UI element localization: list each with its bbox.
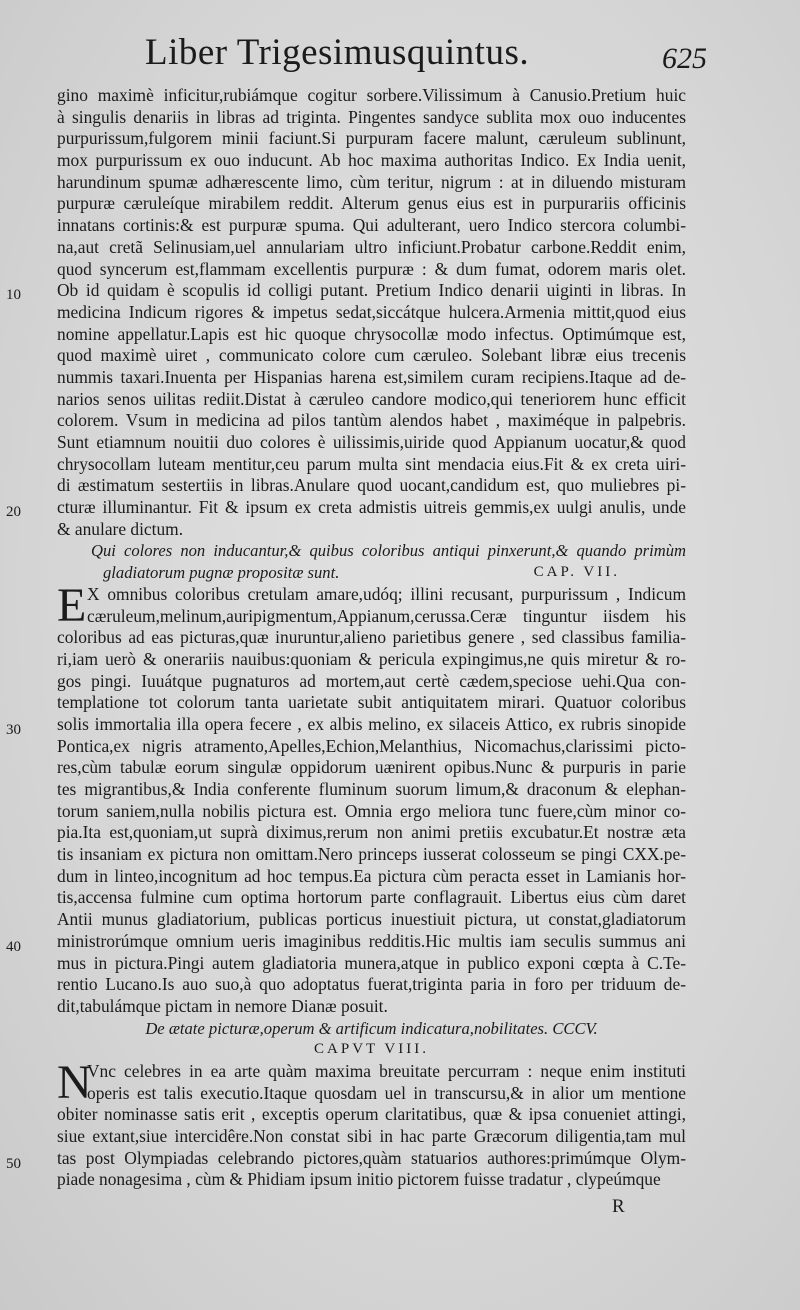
margin-line-number: 30: [6, 722, 21, 738]
text-line: Pontica,ex nigris atramento,Apelles,Echion,Melanthius, Nicomachus,clarissimi picto-: [57, 735, 686, 756]
margin-line-number: 20: [6, 504, 21, 520]
chapter-8-heading: De ætate picturæ,operum & artificum indicatura,nobilitates. CCCV.: [145, 1018, 598, 1038]
catchword: R: [612, 1196, 625, 1217]
chapter-8-label: CAPVT VIII.: [314, 1041, 429, 1058]
body-text: [57, 85, 686, 1191]
text-line: nomine appellatur.Lapis est hic quoque chrysocollæ modo infectus. Optimúmque est,: [57, 323, 686, 344]
text-line: rentio Lucano.Is auo suo,à quo adoptatus fuerat,triginta paria in foro per triduum de-: [57, 974, 686, 995]
text-line: cturæ illuminantur. Fit & ipsum ex creta admistis uitreis gemmis,ex uulgi anulis, unde: [57, 497, 686, 518]
text-line: torum saniem,nulla nobilis pictura est. Omnia ergo meliora tunc fuere,cùm minor co-: [57, 800, 686, 821]
text-line: medicina Indicum rigores & impetus sedat,siccátque hulcera.Armenia mittit,quod eius: [57, 301, 686, 322]
text-line: templatione tot colorum tanta uarietate subit antiquitatem mirari. Quatuor coloribus: [57, 692, 686, 713]
text-line: siue extant,siue intercidêre.Non constat sibi in hac parte Græcorum diligentia,tam mul: [57, 1126, 686, 1146]
text-line: ri,iam uerò & onerariis nauibus:quoniam & pericula expingimus,ne quis miretur & ro-: [57, 648, 686, 669]
text-line: Ob id quidam è scopulis id colligi putant. Pretium Indico denarii uiginti in libras. In: [57, 280, 686, 301]
margin-line-number: 10: [6, 287, 21, 303]
chapter-7-body: [57, 578, 686, 1018]
text-line: res,cùm tabulæ eorum singulæ oppidorum uænirent opibus.Nunc & purpuris in parie: [57, 757, 686, 778]
text-line: dum in linteo,incognitum ad hoc tempus.Ea pictura cùm peracta esset in Lamianis hor-: [57, 865, 686, 886]
text-line: pia.Ita est,quoniam,ut suprà diximus,rerum non animi pretiis excubatur.Et nostræ æta: [57, 822, 686, 843]
text-line: mus in pictura.Pingi autem gladiatoria munera,atque in publico exponi cœpta à C.Te-: [57, 952, 686, 973]
text-line: à singulis denariis in libras ad triginta. Pingentes sandyce sublita mox ouo inducentes: [57, 106, 686, 127]
chapter-8-body: [57, 1055, 686, 1191]
text-line: mox purpurissum ex ouo inducunt. Ab hoc maxima authoritas Indico. Ex India uenit,: [57, 150, 686, 171]
text-line: colorem. Vsum in medicina ad pilos tantùm alendos habet , maximéque in palpebris.: [57, 410, 686, 431]
text-line: purpurissum,fulgorem minii faciunt.Si purpuram facere malunt, cæruleum sublinunt,: [57, 128, 686, 149]
paragraph-continued: [57, 85, 686, 540]
text-line: gino maximè inficitur,rubiámque cogitur sorbere.Vilissimum à Canusio.Pretium huic: [57, 85, 686, 105]
text-line: quod maximè uiret , communicato colore cum cæruleo. Solebant libræ eius trecenis: [57, 345, 686, 366]
text-line: Sunt etiamnum nouitii duo colores è uilissimis,uiride quod Appianum uocatur,& quod: [57, 432, 686, 452]
text-line: coloribus ad eas picturas,quæ inuruntur,alieno parietibus genere , sed classibus familia-: [57, 627, 686, 648]
text-line: Antii munus gladiatorium, publicas porticus inuestiuit pictura, ut constat,gladiatorum: [57, 909, 686, 930]
text-line: & anulare dictum.: [57, 518, 184, 539]
text-line: na,aut cretã Selinusiam,uel annulariam ultro inficiunt.Probatur carbone.Reddit enim,: [57, 236, 686, 257]
chapter-7-label: CAP. VII.: [533, 564, 620, 581]
text-line: di æstimatum sestertiis in libras.Anulare quod uocant,candidum est, quo muliebres pi-: [57, 475, 686, 496]
text-line: dit,tabulámque pictam in nemore Dianæ posuit.: [57, 995, 388, 1016]
margin-line-number: 50: [6, 1156, 21, 1172]
text-line: piade nonagesima , cùm & Phidiam ipsum initio pictorem fuisse tradatur , clypeúmque: [57, 1169, 661, 1190]
text-line: tes migrantibus,& India conferente fluminum suorum limum,& draconum & elephan-: [57, 779, 686, 799]
text-line: solis immortalia illa opera fecere , ex albis melino, ex silaceis Attico, ex rubris sinopide: [57, 713, 686, 734]
text-line: ministrorúmque omnium ueris imaginibus redditis.Hic multis iam seculis summus ani: [57, 930, 686, 951]
text-line: innatans cortinis:& est purpuræ spuma. Qui adulterant, uero Indico stercora columbi-: [57, 215, 686, 236]
text-line: tis insaniam ex pictura non omittam.Nero princeps iusserat colosseum se pingi CXX.pe-: [57, 844, 686, 865]
text-line: quod syncerum est,flammam excellentis purpuræ : & dum fumat, odorem maris olet.: [57, 258, 686, 279]
drop-cap: N: [57, 1055, 92, 1109]
text-line: cæruleum,melinum,auripigmentum,Appianum,cerussa.Ceræ tinguntur iisdem his: [87, 605, 686, 626]
text-line: tis,accensa fulmine cum optima hortorum parte conflagrauit. Libertus eius cùm daret: [57, 887, 686, 908]
text-line: Vnc celebres in ea arte quàm maxima breuitate percurram : neque enim instituti: [87, 1060, 686, 1081]
text-line: gos pingi. Iuuátque pugnaturos ad mortem,aut certè cædem,speciose uehi.Qua con-: [57, 670, 686, 691]
text-line: tas post Olympiadas celebrando pictores,quàm statuarios authores:primúmque Olym-: [57, 1147, 686, 1168]
text-line: nummis taxari.Inuenta per Hispanias harena est,similem curam recipiens.Itaque ad de-: [57, 366, 686, 387]
chapter-7-heading-row: [57, 562, 686, 584]
page-number: 625: [662, 42, 707, 75]
chapter-7-heading: Qui colores non inducantur,& quibus coloribus antiqui pinxerunt,& quando primùm: [91, 541, 686, 561]
text-line: chrysocollam luteam mentitur,ceu parum multa sint mendacia eius.Fit & ex creta uiri-: [57, 453, 686, 474]
text-line: obiter nominasse satis erit , exceptis operum claritatibus, quæ & ipsa conueniet attingi,: [57, 1104, 686, 1125]
text-line: harundinum spumæ adhærescente limo, cùm teritur, nigrum : at in diluendo misturam: [57, 171, 686, 192]
text-line: purpuræ cæruleíque mirabilem reddit. Alterum genus eius est in purpurariis officinis: [57, 193, 686, 214]
margin-line-number: 40: [6, 939, 21, 955]
chapter-7-heading-cont: gladiatorum pugnæ propositæ sunt.: [103, 563, 340, 583]
drop-cap: E: [57, 578, 87, 632]
text-line: operis est talis executio.Itaque quosdam uel in transcursu,& in alior um mentione: [87, 1082, 686, 1103]
text-line: X omnibus coloribus cretulam amare,udóq; illini recusant, purpurissum , Indicum: [87, 583, 686, 604]
text-line: narios senos uilitas rediit.Distat à cæruleo candore modico,qui teneriorem hunc efficit: [57, 388, 686, 409]
running-title: Liber Trigesimusquintus.: [145, 32, 530, 73]
